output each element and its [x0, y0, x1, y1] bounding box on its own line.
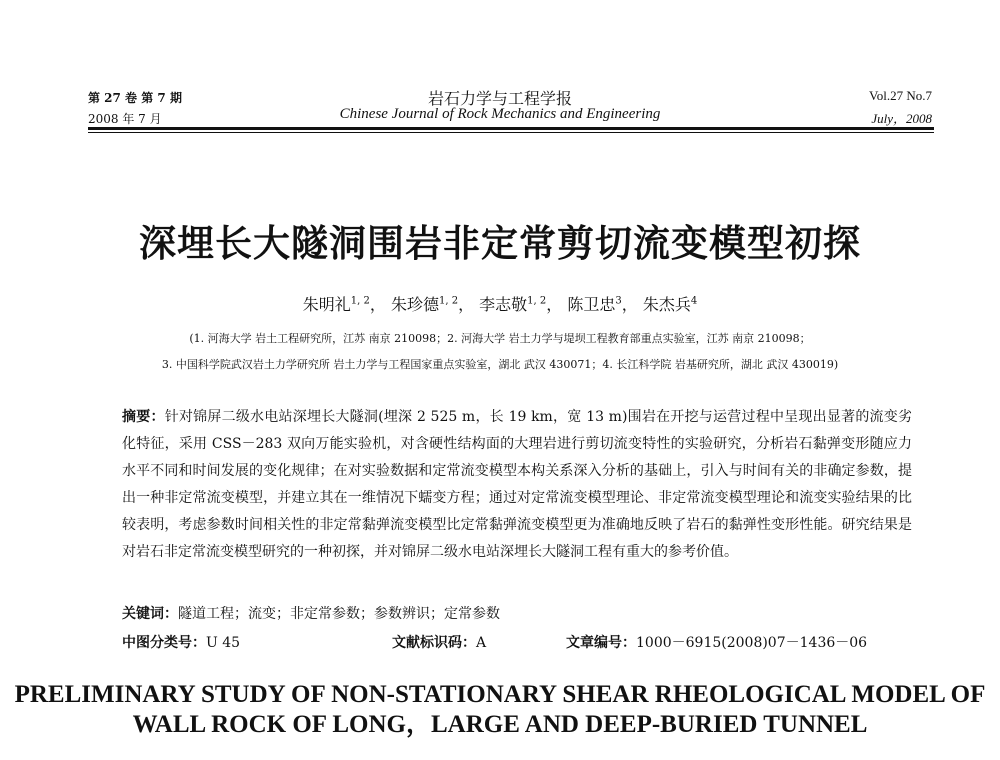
author-list: 朱明礼$^{1, 2}$， 朱珍德$^{1, 2}$， 李志敬$^{1, 2}$， 陈卫忠$^3$， 朱杰兵$^4$ [302, 295, 698, 314]
author-name: 陈卫忠 [567, 295, 616, 314]
article-number-value: 1000－6915(2008)07－1436－06 [636, 635, 868, 651]
volume-number: Vol.27 No.7 [869, 88, 932, 103]
issue-cn: 第 27 卷 第 7 期 [88, 91, 182, 105]
document-code-value: A [476, 635, 487, 651]
date-en: July，2008 [871, 111, 932, 126]
author-affiliation-mark: 1, 2 [438, 295, 459, 307]
paper-title-en: PRELIMINARY STUDY OF NON-STATIONARY SHEAR RHEOLOGICAL MODEL OF WALL ROCK OF LONG，LARGE AND DEEP-BURIED TUNNEL [14, 681, 986, 738]
journal-title-en: Chinese Journal of Rock Mechanics and Engineering [339, 106, 661, 122]
abstract-label: 摘要： [122, 409, 165, 425]
header-rule-thin [88, 132, 934, 133]
article-number-label: 文章编号： [566, 635, 636, 651]
clc-value: U 45 [206, 635, 241, 651]
journal-title-cn: 岩石力学与工程学报 [427, 89, 572, 108]
author-affiliation-mark: 1, 2 [527, 295, 547, 307]
article-number [566, 632, 867, 652]
header-rule-thick [88, 127, 934, 130]
author-affiliation-mark: 4 [690, 295, 698, 307]
affiliation-line-2: 3. 中国科学院武汉岩土力学研究所 岩土力学与工程国家重点实验室，湖北 武汉 430071；4. 长江科学院 岩基研究所，湖北 武汉 430019) [161, 358, 839, 371]
abstract-text: 针对锦屏二级水电站深埋长大隧洞(埋深 2 525 m，长 19 km，宽 13 m)围岩在开挖与运营过程中呈现出显著的流变劣化特征，采用 CSS－283 双向万能实验机，对含硬性结构面的大理岩进行剪切流变特性的实验研究，分析岩石黏弹变形随应力水平不同和时间发展的变化规律；在对实验数据和定常流变模型本构关系深入分析的基础上，引入与时间有关的非确定参数，提出一种非定常流变模型，并建立其在一维情况下蠕变方程；通过对定常流变模型理论、非定常流变模型理论和流变实验结果的比较表明，考虑参数时间相关性的非定常黏弹流变模型比定常黏弹流变模型更为准确地反映了岩石的黏弹性变形性能。研究结果是对岩石非定常流变模型研究的一种初探，并对锦屏二级水电站深埋长大隧洞工程有重大的参考价值。 [122, 409, 913, 560]
author-name: 朱珍德 [390, 295, 439, 314]
author-affiliation-mark: 1, 2 [350, 295, 370, 307]
document-code [392, 632, 486, 652]
abstract [122, 404, 912, 566]
keywords [122, 603, 500, 623]
clc-label: 中图分类号： [122, 635, 206, 651]
author-name: 李志敬 [479, 295, 528, 314]
keywords-text: 隧道工程；流变；非定常参数；参数辨识；定常参数 [178, 606, 500, 622]
clc-number [122, 632, 240, 652]
affiliation-line-1: (1. 河海大学 岩土工程研究所，江苏 南京 210098；2. 河海大学 岩土力学与堤坝工程教育部重点实验室，江苏 南京 210098； [189, 332, 811, 345]
author-name: 朱杰兵 [642, 295, 691, 314]
author-affiliation-mark: 3 [615, 295, 622, 307]
document-code-label: 文献标识码： [392, 635, 476, 651]
date-cn: 2008 年 7 月 [88, 112, 162, 126]
keywords-label: 关键词： [122, 606, 178, 622]
paper-title-cn: 深埋长大隧洞围岩非定常剪切流变模型初探 [139, 222, 861, 265]
author-name: 朱明礼 [302, 295, 351, 314]
